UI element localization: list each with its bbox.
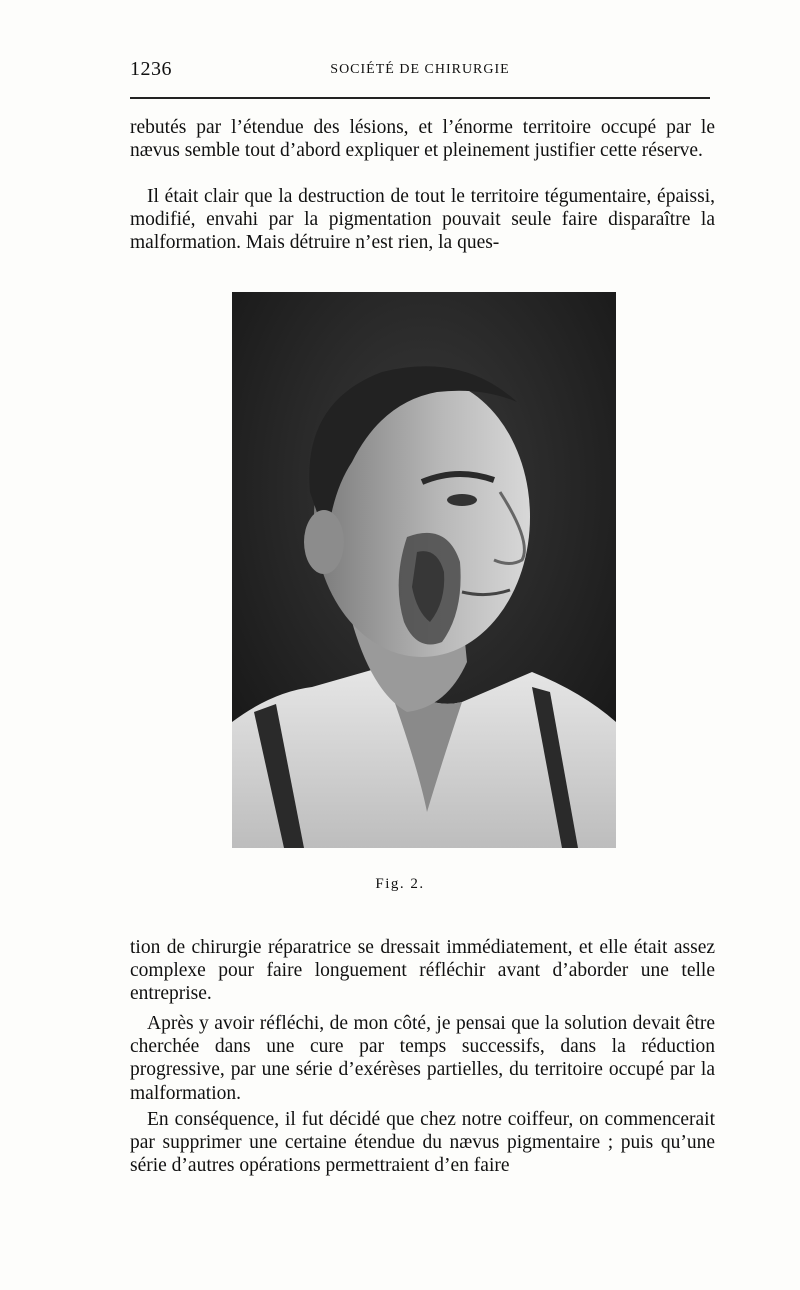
figure-caption: Fig. 2. xyxy=(375,876,425,892)
running-head: SOCIÉTÉ DE CHIRURGIE xyxy=(330,62,510,77)
header-rule xyxy=(130,97,710,99)
paragraph-1: rebutés par l’étendue des lésions, et l’énorme territoire occupé par le nævus semble tout d’abord expliquer et pleinement justifier cette réserve. xyxy=(130,117,715,162)
portrait-photo-illustration xyxy=(232,292,616,848)
paragraph-5: En conséquence, il fut décidé que chez notre coiffeur, on commencerait par supprimer une certaine étendue du nævus pigmentaire ; puis qu’une série d’autres opérations permettraient d’en faire xyxy=(130,1109,715,1177)
page-header xyxy=(130,58,710,84)
page-number: 1236 xyxy=(130,58,172,80)
paragraph-3: tion de chirurgie réparatrice se dressait immédiatement, et elle était assez complexe pour faire longuement réfléchir avant d’aborder une telle entreprise. xyxy=(130,937,715,1005)
paragraph-2: Il était clair que la destruction de tout le territoire tégumentaire, épaissi, modifié, envahi par la pigmentation pouvait seule faire disparaître la malformation. Mais détruire n’est rien, la ques- xyxy=(130,186,715,254)
figure-photograph xyxy=(232,292,616,848)
paragraph-4: Après y avoir réfléchi, de mon côté, je pensai que la solution devait être cherchée dans une cure par temps successifs, dans la réduction progressive, par une série d’exérèses partielles, du territoire occupé par la malformation. xyxy=(130,1013,715,1104)
